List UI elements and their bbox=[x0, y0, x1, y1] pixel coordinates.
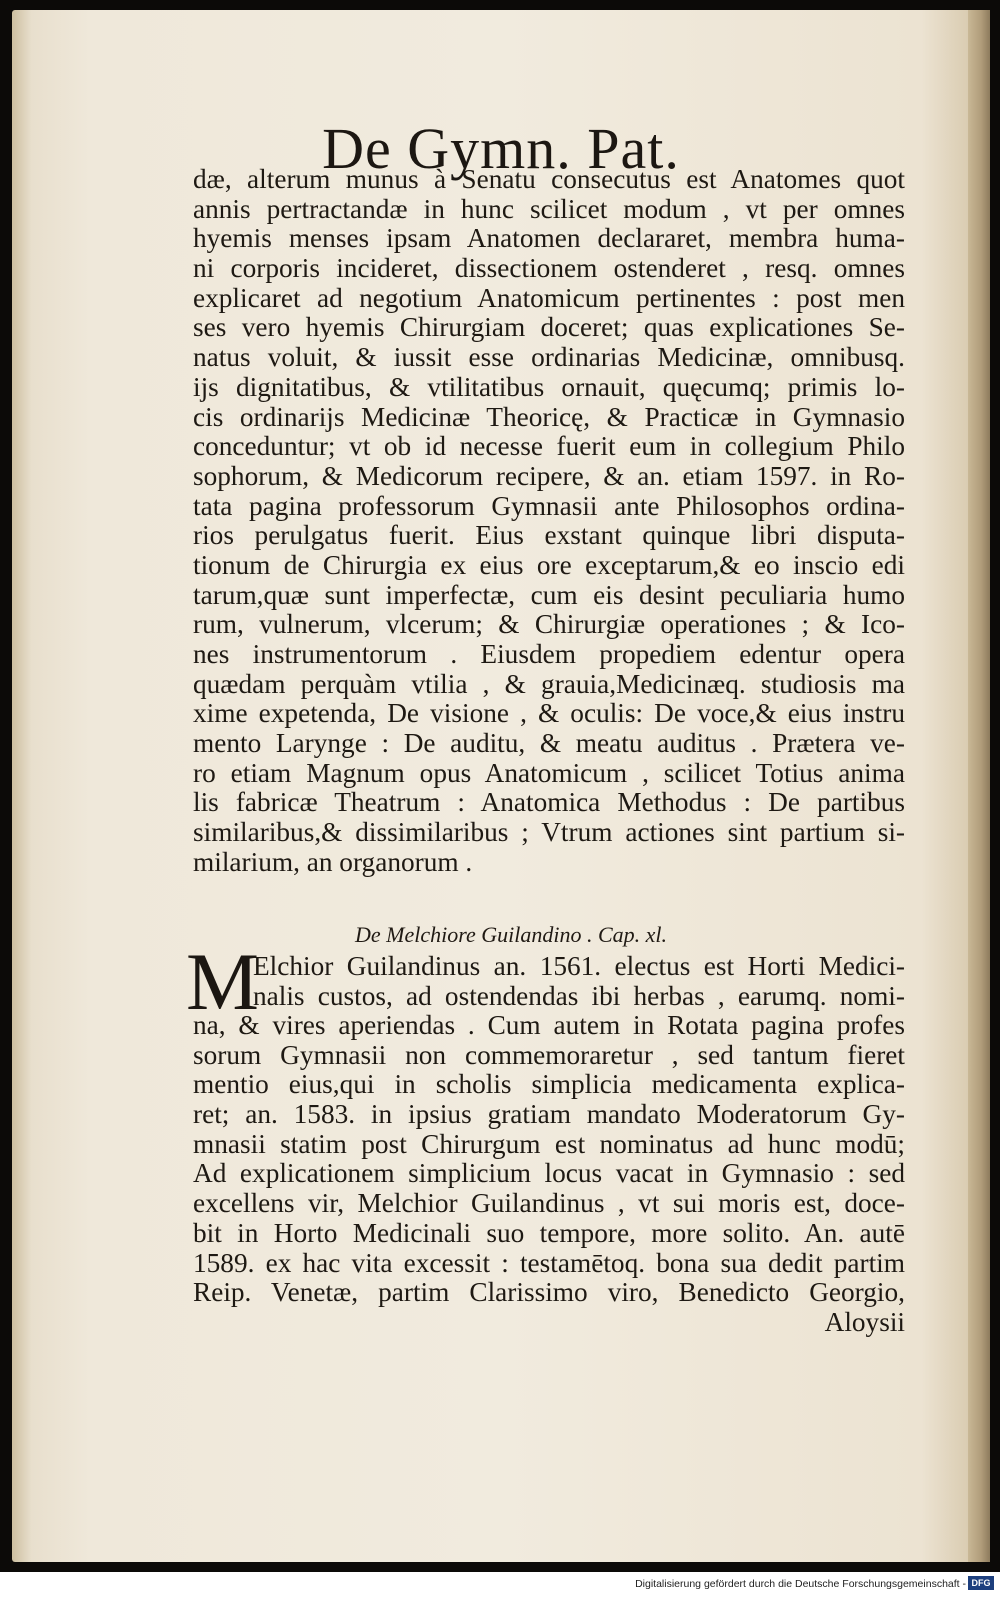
paragraph-1 bbox=[193, 165, 905, 878]
text-line: quædam perquàm vtilia , & grauia,Medicinæq. studiosis ma bbox=[193, 668, 905, 699]
text-line: xime expetenda, De visione , & oculis: De voce,& eius instru bbox=[193, 698, 905, 729]
text-line: rum, vulnerum, vlcerum; & Chirurgiæ operationes ; & Ico- bbox=[193, 609, 905, 640]
text-line: tionum de Chirurgia ex eius ore exceptarum,& eo inscio edi bbox=[193, 549, 905, 580]
text-line: tata pagina professorum Gymnasii ante Philosophos ordina- bbox=[193, 490, 905, 521]
text-line: hyemis menses ipsam Anatomen declararet, membra huma- bbox=[193, 223, 905, 254]
catchword: Aloysii bbox=[824, 1306, 905, 1337]
text-line: mentio eius,qui in scholis simplicia medicamenta explica- bbox=[193, 1069, 905, 1100]
text-line: ijs dignitatibus, & vtilitatibus ornauit, quęcumq; primis lo- bbox=[193, 371, 905, 402]
paragraph-2 bbox=[193, 1011, 905, 1338]
text-line: conceduntur; vt ob id necesse fuerit eum in collegium Philo bbox=[193, 431, 905, 462]
text-line: ni corporis incideret, dissectionem ostenderet , resq. omnes bbox=[193, 253, 905, 284]
text-line: ses vero hyemis Chirurgiam doceret; quas explicationes Se- bbox=[193, 312, 905, 343]
drop-cap: M bbox=[186, 936, 259, 1027]
text-line: ro etiam Magnum opus Anatomicum , scilicet Totius anima bbox=[193, 757, 905, 788]
text-line: mento Larynge : De auditu, & meatu auditus . Prætera ve- bbox=[193, 728, 905, 759]
text-line: mnasii statim post Chirurgum est nominatus ad hunc modū; bbox=[193, 1128, 905, 1159]
page-edge bbox=[968, 10, 990, 1562]
text-line: na, & vires aperiendas . Cum autem in Rotata pagina profes bbox=[193, 1010, 905, 1040]
text-line: rios perulgatus fuerit. Eius exstant quinque libri disputa- bbox=[193, 520, 905, 551]
text-line: nalis custos, ad ostendendas ibi herbas , earumq. nomi- bbox=[253, 980, 905, 1011]
paragraph-2-opening bbox=[253, 952, 905, 1011]
text-line: sophorum, & Medicorum recipere, & an. etiam 1597. in Ro- bbox=[193, 460, 905, 491]
text-line: 1589. ex hac vita excessit : testamētoq. bona sua dedit partim bbox=[193, 1247, 905, 1278]
text-line: natus voluit, & iussit esse ordinarias Medicinæ, omnibusq. bbox=[193, 342, 905, 373]
text-line: explicaret ad negotium Anatomicum pertinentes : post men bbox=[193, 282, 905, 313]
text-line: milarium, an organorum . bbox=[193, 846, 473, 877]
text-line: sorum Gymnasii non commemoraretur , sed tantum fieret bbox=[193, 1039, 905, 1070]
text-line: Reip. Venetæ, partim Clarissimo viro, Benedicto Georgio, bbox=[193, 1277, 905, 1308]
text-line: annis pertractandæ in hunc scilicet modum , vt per omnes bbox=[193, 193, 905, 224]
text-line: tarum,quæ sunt imperfectæ, cum eis desint peculiaria humo bbox=[193, 579, 905, 610]
digitization-credit: Digitalisierung gefördert durch die Deutsche Forschungsgemeinschaft - bbox=[635, 1578, 966, 1590]
chapter-heading: De Melchiore Guilandino . Cap. xl. bbox=[355, 922, 668, 947]
text-line: lis fabricæ Theatrum : Anatomica Methodus : De partibus bbox=[193, 787, 905, 818]
text-line: excellens vir, Melchior Guilandinus , vt sui moris est, doce- bbox=[193, 1188, 905, 1219]
text-line: dæ, alterum munus à Senatu consecutus est Anatomes quot bbox=[193, 164, 905, 194]
text-line: nes instrumentorum . Eiusdem propediem edentur opera bbox=[193, 639, 905, 669]
text-line: ret; an. 1583. in ipsius gratiam mandato Moderatorum Gy- bbox=[193, 1099, 905, 1130]
text-line: bit in Horto Medicinali suo tempore, more solito. An. autē bbox=[193, 1217, 905, 1248]
text-line: similaribus,& dissimilaribus ; Vtrum actiones sint partium si- bbox=[193, 817, 905, 848]
running-title: De Gymn. Pat. bbox=[322, 116, 680, 181]
text-line: Ad explicationem simplicium locus vacat in Gymnasio : sed bbox=[193, 1158, 905, 1189]
text-line: cis ordinarijs Medicinæ Theoricę, & Practicæ in Gymnasio bbox=[193, 401, 905, 432]
dfg-logo: DFG bbox=[968, 1576, 994, 1590]
text-line: Elchior Guilandinus an. 1561. electus est Horti Medici- bbox=[253, 951, 905, 981]
